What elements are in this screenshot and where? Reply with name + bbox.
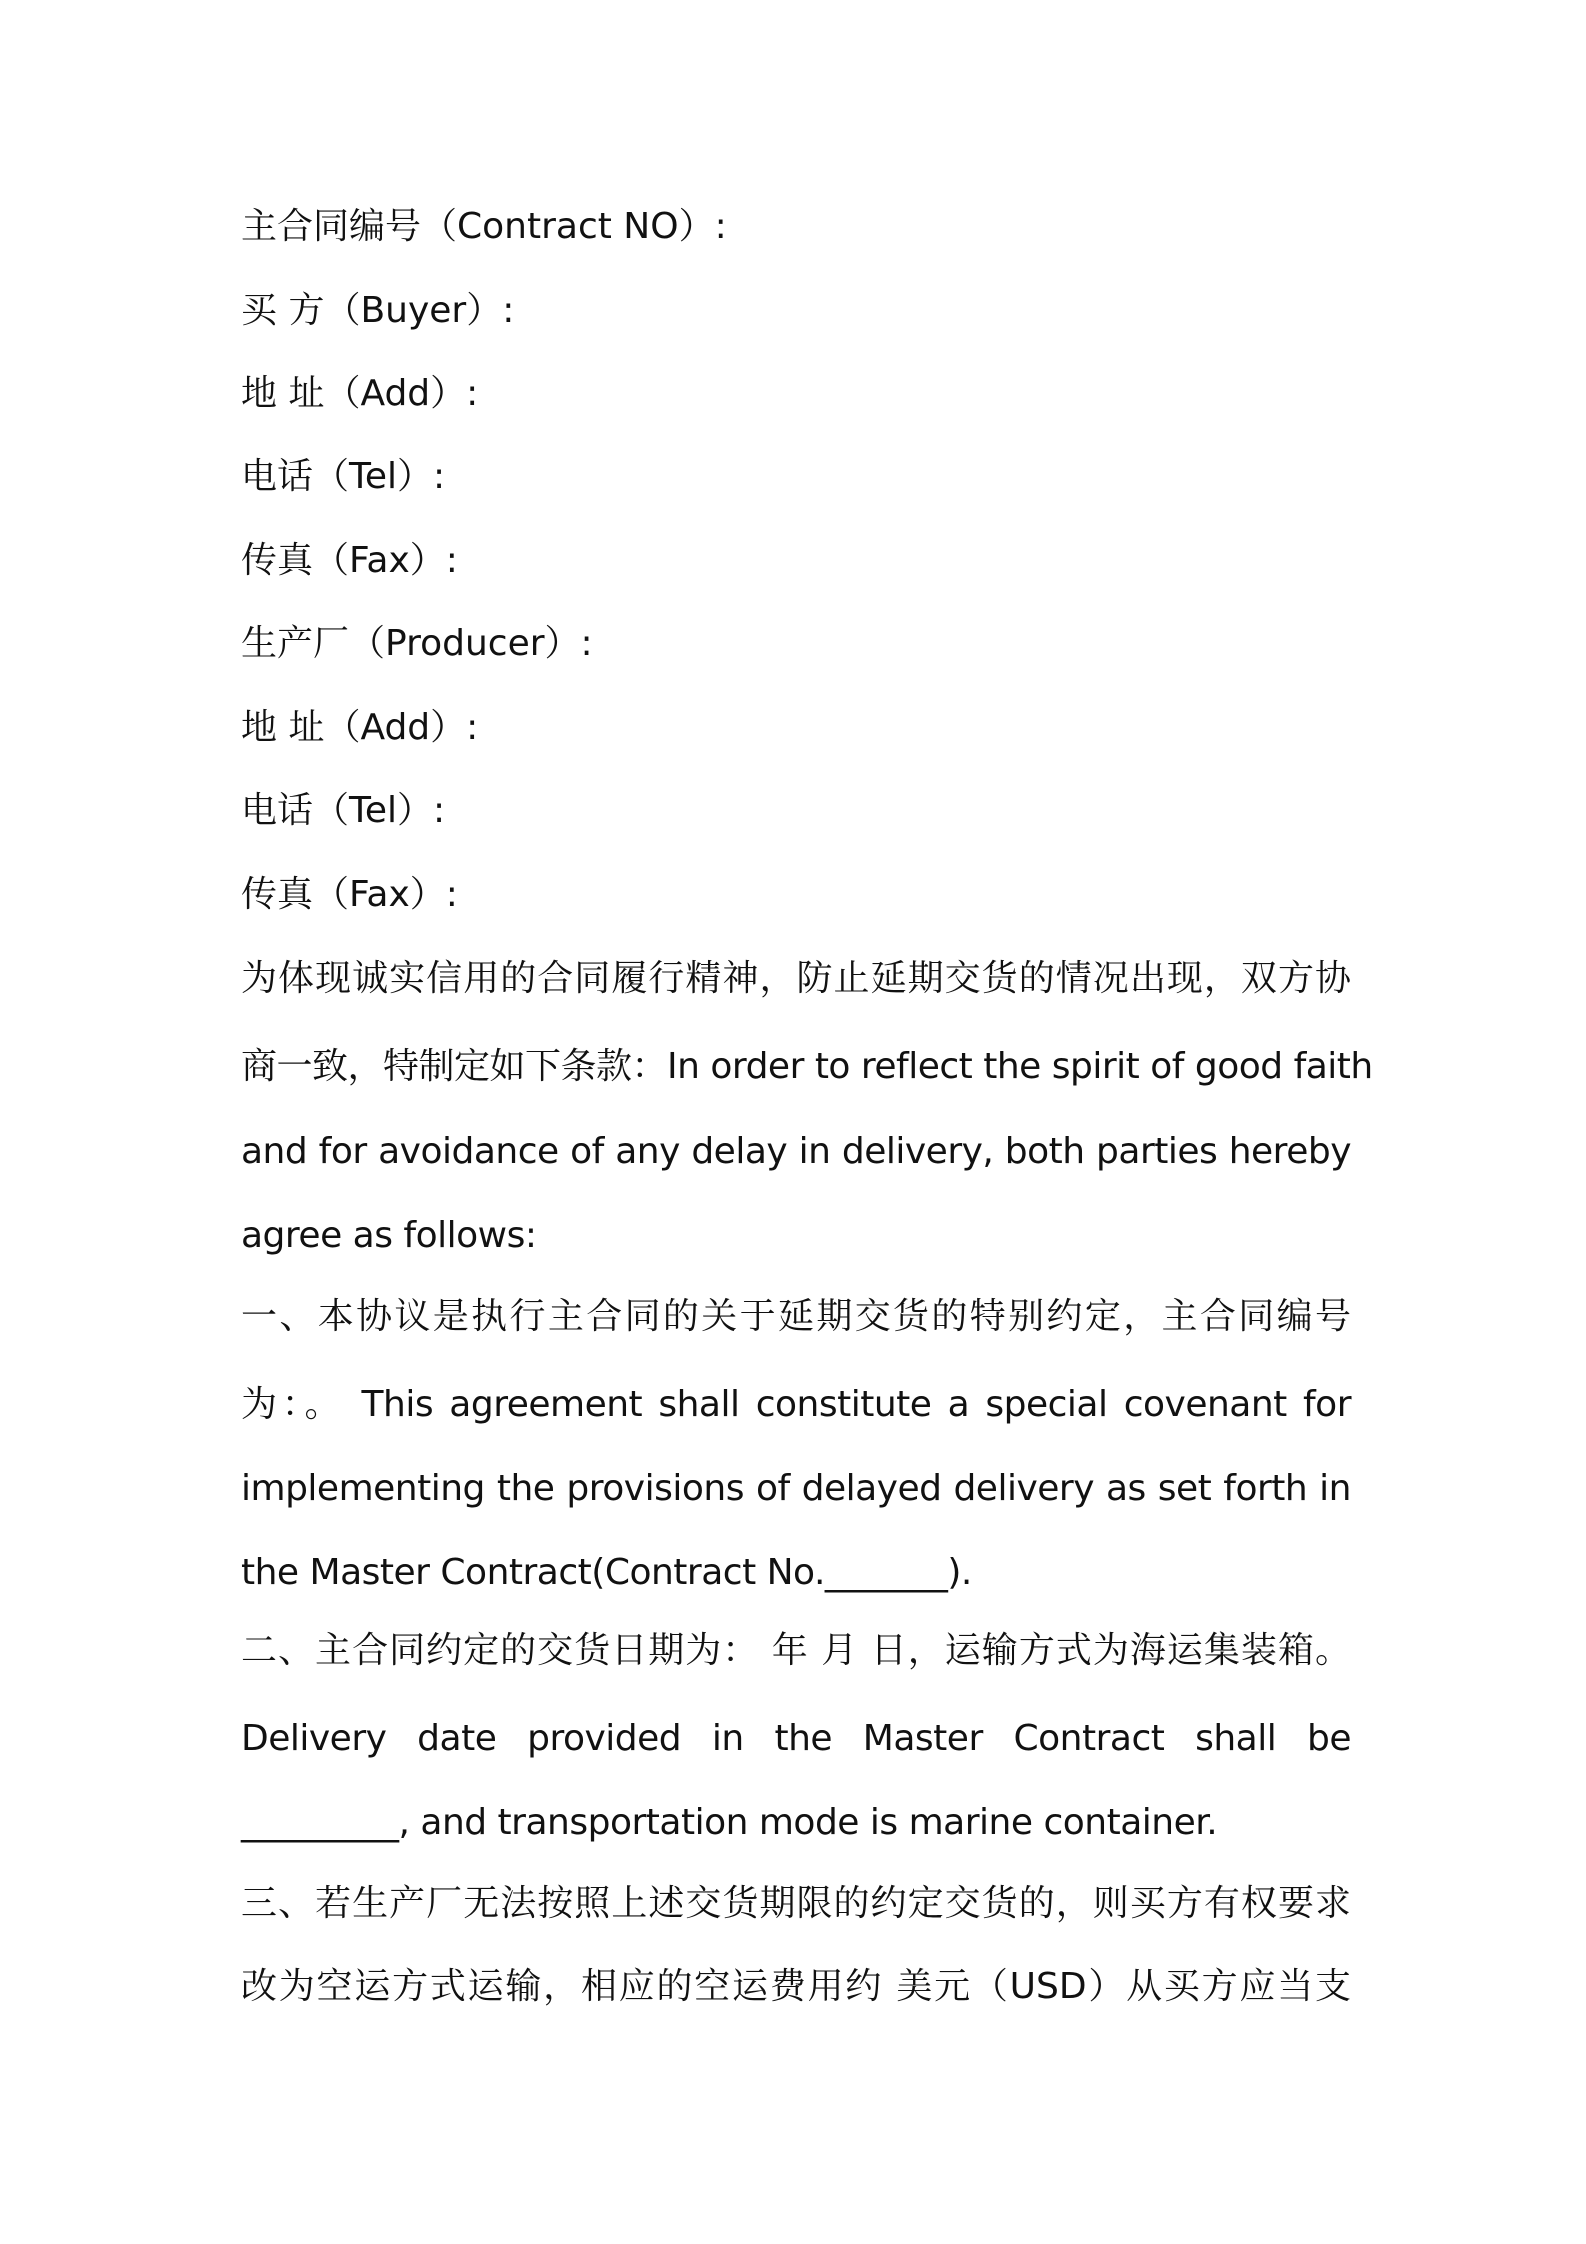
clause-1-line: 为：。 This agreement shall constitute a special covenant for — [241, 1384, 1351, 1425]
field-producer-fax: 传真（Fax）: — [241, 874, 458, 915]
field-buyer-fax: 传真（Fax）: — [241, 540, 458, 581]
field-buyer-tel: 电话（Tel）: — [241, 456, 446, 497]
field-producer-address: 地 址（Add）: — [241, 707, 479, 748]
clause-2-line: 二、主合同约定的交货日期为： 年 月 日，运输方式为海运集装箱。 — [241, 1630, 1351, 1671]
field-buyer-address: 地 址（Add）: — [241, 373, 479, 414]
preamble-line: 为体现诚实信用的合同履行精神，防止延期交货的情况出现，双方协 — [241, 958, 1351, 999]
clause-1-line: 一、本协议是执行主合同的关于延期交货的特别约定，主合同编号 — [241, 1296, 1351, 1337]
preamble-line: 商一致，特制定如下条款：In order to reflect the spirit of good faith — [241, 1046, 1373, 1087]
clause-2-line: _________, and transportation mode is marine container. — [241, 1802, 1218, 1843]
preamble-line: and for avoidance of any delay in delivery, both parties hereby — [241, 1131, 1351, 1172]
clause-1-line: the Master Contract(Contract No._______). — [241, 1552, 972, 1593]
field-buyer: 买 方（Buyer）: — [241, 290, 515, 331]
clause-1-line: implementing the provisions of delayed delivery as set forth in — [241, 1468, 1351, 1509]
field-producer-tel: 电话（Tel）: — [241, 790, 446, 831]
clause-2-line: Delivery date provided in the Master Contract shall be — [241, 1718, 1351, 1759]
field-producer: 生产厂（Producer）: — [241, 623, 593, 664]
clause-3-line: 改为空运方式运输，相应的空运费用约 美元（USD）从买方应当支 — [241, 1966, 1351, 2007]
field-contract-no: 主合同编号（Contract NO）: — [241, 206, 727, 247]
preamble-line: agree as follows: — [241, 1215, 537, 1256]
clause-3-line: 三、若生产厂无法按照上述交货期限的约定交货的，则买方有权要求 — [241, 1883, 1351, 1924]
